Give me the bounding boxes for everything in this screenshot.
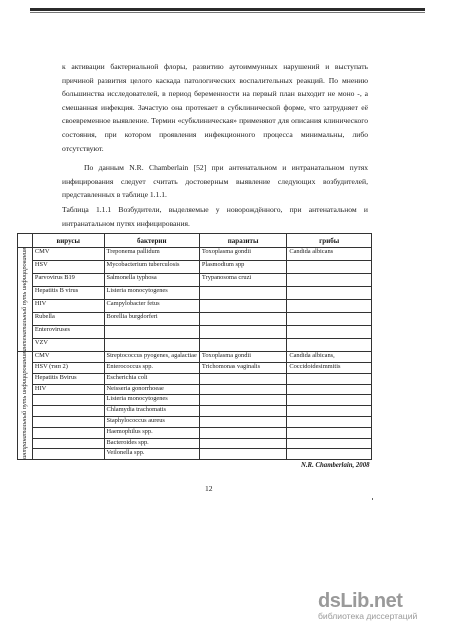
scan-top-border-line: [30, 12, 425, 13]
paragraph-2: [62, 161, 368, 202]
cell-virus: HIV: [32, 384, 104, 395]
table-body: [18, 248, 372, 460]
watermark-subtitle: библиотека диссертаций: [318, 611, 418, 621]
table-row: [18, 427, 372, 438]
cell-virus: [32, 438, 104, 449]
group-label-cell: [18, 248, 33, 352]
cell-parasite: Plasmodium spp: [199, 261, 286, 274]
cell-virus: [32, 395, 104, 406]
header-bacteria: бактерии: [104, 234, 199, 248]
cell-bacterium: Treponema pallidum: [104, 248, 199, 261]
paragraph-1: [62, 60, 368, 155]
cell-bacterium: Veilonella spp.: [104, 449, 199, 460]
cell-parasite: [199, 339, 286, 352]
cell-fungus: [287, 373, 372, 384]
cell-parasite: [199, 438, 286, 449]
paragraph-2-text: По данным N.R. Chamberlain [52] при антенатальном и интранатальном путях инфицирования следует считать достоверным выявление следующих возбудителей, представленных в таблице 1.1.1.: [62, 163, 368, 200]
cell-parasite: [199, 449, 286, 460]
cell-parasite: [199, 287, 286, 300]
table-source: N.R. Chamberlain, 2008: [18, 460, 372, 471]
cell-virus: CMV: [32, 248, 104, 261]
group-label: интранатальный путь инфицирования: [21, 352, 29, 460]
table-row: [18, 326, 372, 339]
cell-fungus: [287, 438, 372, 449]
table-row: [18, 384, 372, 395]
cell-bacterium: [104, 339, 199, 352]
header-parasites: паразиты: [199, 234, 286, 248]
cell-virus: Hepatitis Bvirus: [32, 373, 104, 384]
table-header-row: [18, 234, 372, 248]
cell-fungus: Candida albicans: [287, 248, 372, 261]
table-row: [18, 352, 372, 363]
cell-fungus: [287, 406, 372, 417]
cell-parasite: Toxoplasma gondii: [199, 352, 286, 363]
cell-fungus: [287, 395, 372, 406]
cell-bacterium: Streptococcus pyogenes, agalactiae: [104, 352, 199, 363]
cell-fungus: Coccidoidesimmitis: [287, 363, 372, 374]
table-row: [18, 438, 372, 449]
cell-bacterium: Campylobacter fetus: [104, 300, 199, 313]
cell-parasite: Trypanosoma cruzi: [199, 274, 286, 287]
pathogens-table: [17, 233, 372, 470]
cell-bacterium: Salmonella typhosa: [104, 274, 199, 287]
cell-parasite: [199, 427, 286, 438]
table-row: [18, 449, 372, 460]
cell-fungus: [287, 313, 372, 326]
cell-virus: Hepatitis B virus: [32, 287, 104, 300]
cell-bacterium: Chlamydia trachomatis: [104, 406, 199, 417]
table-row: [18, 287, 372, 300]
header-corner: [18, 234, 33, 248]
paragraph-1-text: к активации бактериальной флоры, развитию аутоиммунных нарушений и выступать причиной развития целого каскада патологических воспалительных реакций. По мнению большинства исследователей, в период беременности на первый план выходит не моно -, а смешанная инфекция. Зачастую она протекает в субклинической форме, что затрудняет её своевременное выявление. Термин «субклиническая» применяют для описания клинического состояния, при котором проявления инфекционного процесса минимальны, либо отсутствуют.: [62, 62, 368, 153]
cell-fungus: [287, 300, 372, 313]
cell-bacterium: Haemophilus spp.: [104, 427, 199, 438]
cell-bacterium: Mycobacterium tuberculosis: [104, 261, 199, 274]
cell-virus: [32, 449, 104, 460]
cell-parasite: [199, 313, 286, 326]
cell-bacterium: Enterococcus spp.: [104, 363, 199, 374]
cell-fungus: [287, 449, 372, 460]
cell-virus: Enteroviruses: [32, 326, 104, 339]
table-source-row: [18, 460, 372, 471]
cell-parasite: Trichomonas vaginalis: [199, 363, 286, 374]
cell-parasite: [199, 326, 286, 339]
cell-bacterium: Neisseria gonorrhoeae: [104, 384, 199, 395]
page-number: 12: [205, 484, 213, 493]
cell-fungus: [287, 274, 372, 287]
cell-parasite: [199, 406, 286, 417]
cell-parasite: [199, 395, 286, 406]
table-row: [18, 300, 372, 313]
cell-virus: [32, 427, 104, 438]
group-label: антенатальный путь инфицирования: [21, 248, 29, 352]
cell-fungus: [287, 384, 372, 395]
cell-virus: [32, 406, 104, 417]
scan-top-border: [30, 8, 425, 11]
cell-virus: HSV: [32, 261, 104, 274]
cell-bacterium: Staphylococcus aureus: [104, 417, 199, 428]
cell-bacterium: Borellia burgdorferi: [104, 313, 199, 326]
table-row: [18, 406, 372, 417]
table-row: [18, 261, 372, 274]
cell-parasite: [199, 417, 286, 428]
cell-virus: HSV (тип 2): [32, 363, 104, 374]
cell-fungus: [287, 326, 372, 339]
cell-parasite: [199, 300, 286, 313]
table-row: [18, 313, 372, 326]
cell-virus: CMV: [32, 352, 104, 363]
cell-virus: [32, 417, 104, 428]
table-row: [18, 417, 372, 428]
watermark-logo: dsLib.net: [318, 590, 403, 612]
cell-fungus: [287, 339, 372, 352]
cell-parasite: [199, 384, 286, 395]
table-row: [18, 363, 372, 374]
cell-bacterium: Bacteroides spp.: [104, 438, 199, 449]
scan-speck: [372, 498, 373, 500]
cell-bacterium: Listeria monocytogenes: [104, 287, 199, 300]
cell-virus: VZV: [32, 339, 104, 352]
cell-virus: HIV: [32, 300, 104, 313]
cell-fungus: Candida albicans,: [287, 352, 372, 363]
cell-bacterium: Escherichia coli: [104, 373, 199, 384]
cell-bacterium: Listeria monocytogenes: [104, 395, 199, 406]
cell-fungus: [287, 417, 372, 428]
table-row: [18, 373, 372, 384]
cell-fungus: [287, 427, 372, 438]
cell-parasite: [199, 373, 286, 384]
cell-virus: Rubella: [32, 313, 104, 326]
cell-bacterium: [104, 326, 199, 339]
header-fungi: грибы: [287, 234, 372, 248]
table-caption: Таблица 1.1.1 Возбудители, выделяемые у новорождённого, при антенатальном и интранатальном путях инфицирования.: [62, 205, 368, 228]
cell-virus: Parvovirus B19: [32, 274, 104, 287]
group-label-cell: [18, 352, 33, 460]
table-row: [18, 274, 372, 287]
table-row: [18, 339, 372, 352]
cell-parasite: Toxoplasma gondii: [199, 248, 286, 261]
table-row: [18, 248, 372, 261]
cell-fungus: [287, 261, 372, 274]
table-row: [18, 395, 372, 406]
watermark: [318, 590, 417, 621]
header-viruses: вирусы: [32, 234, 104, 248]
cell-fungus: [287, 287, 372, 300]
